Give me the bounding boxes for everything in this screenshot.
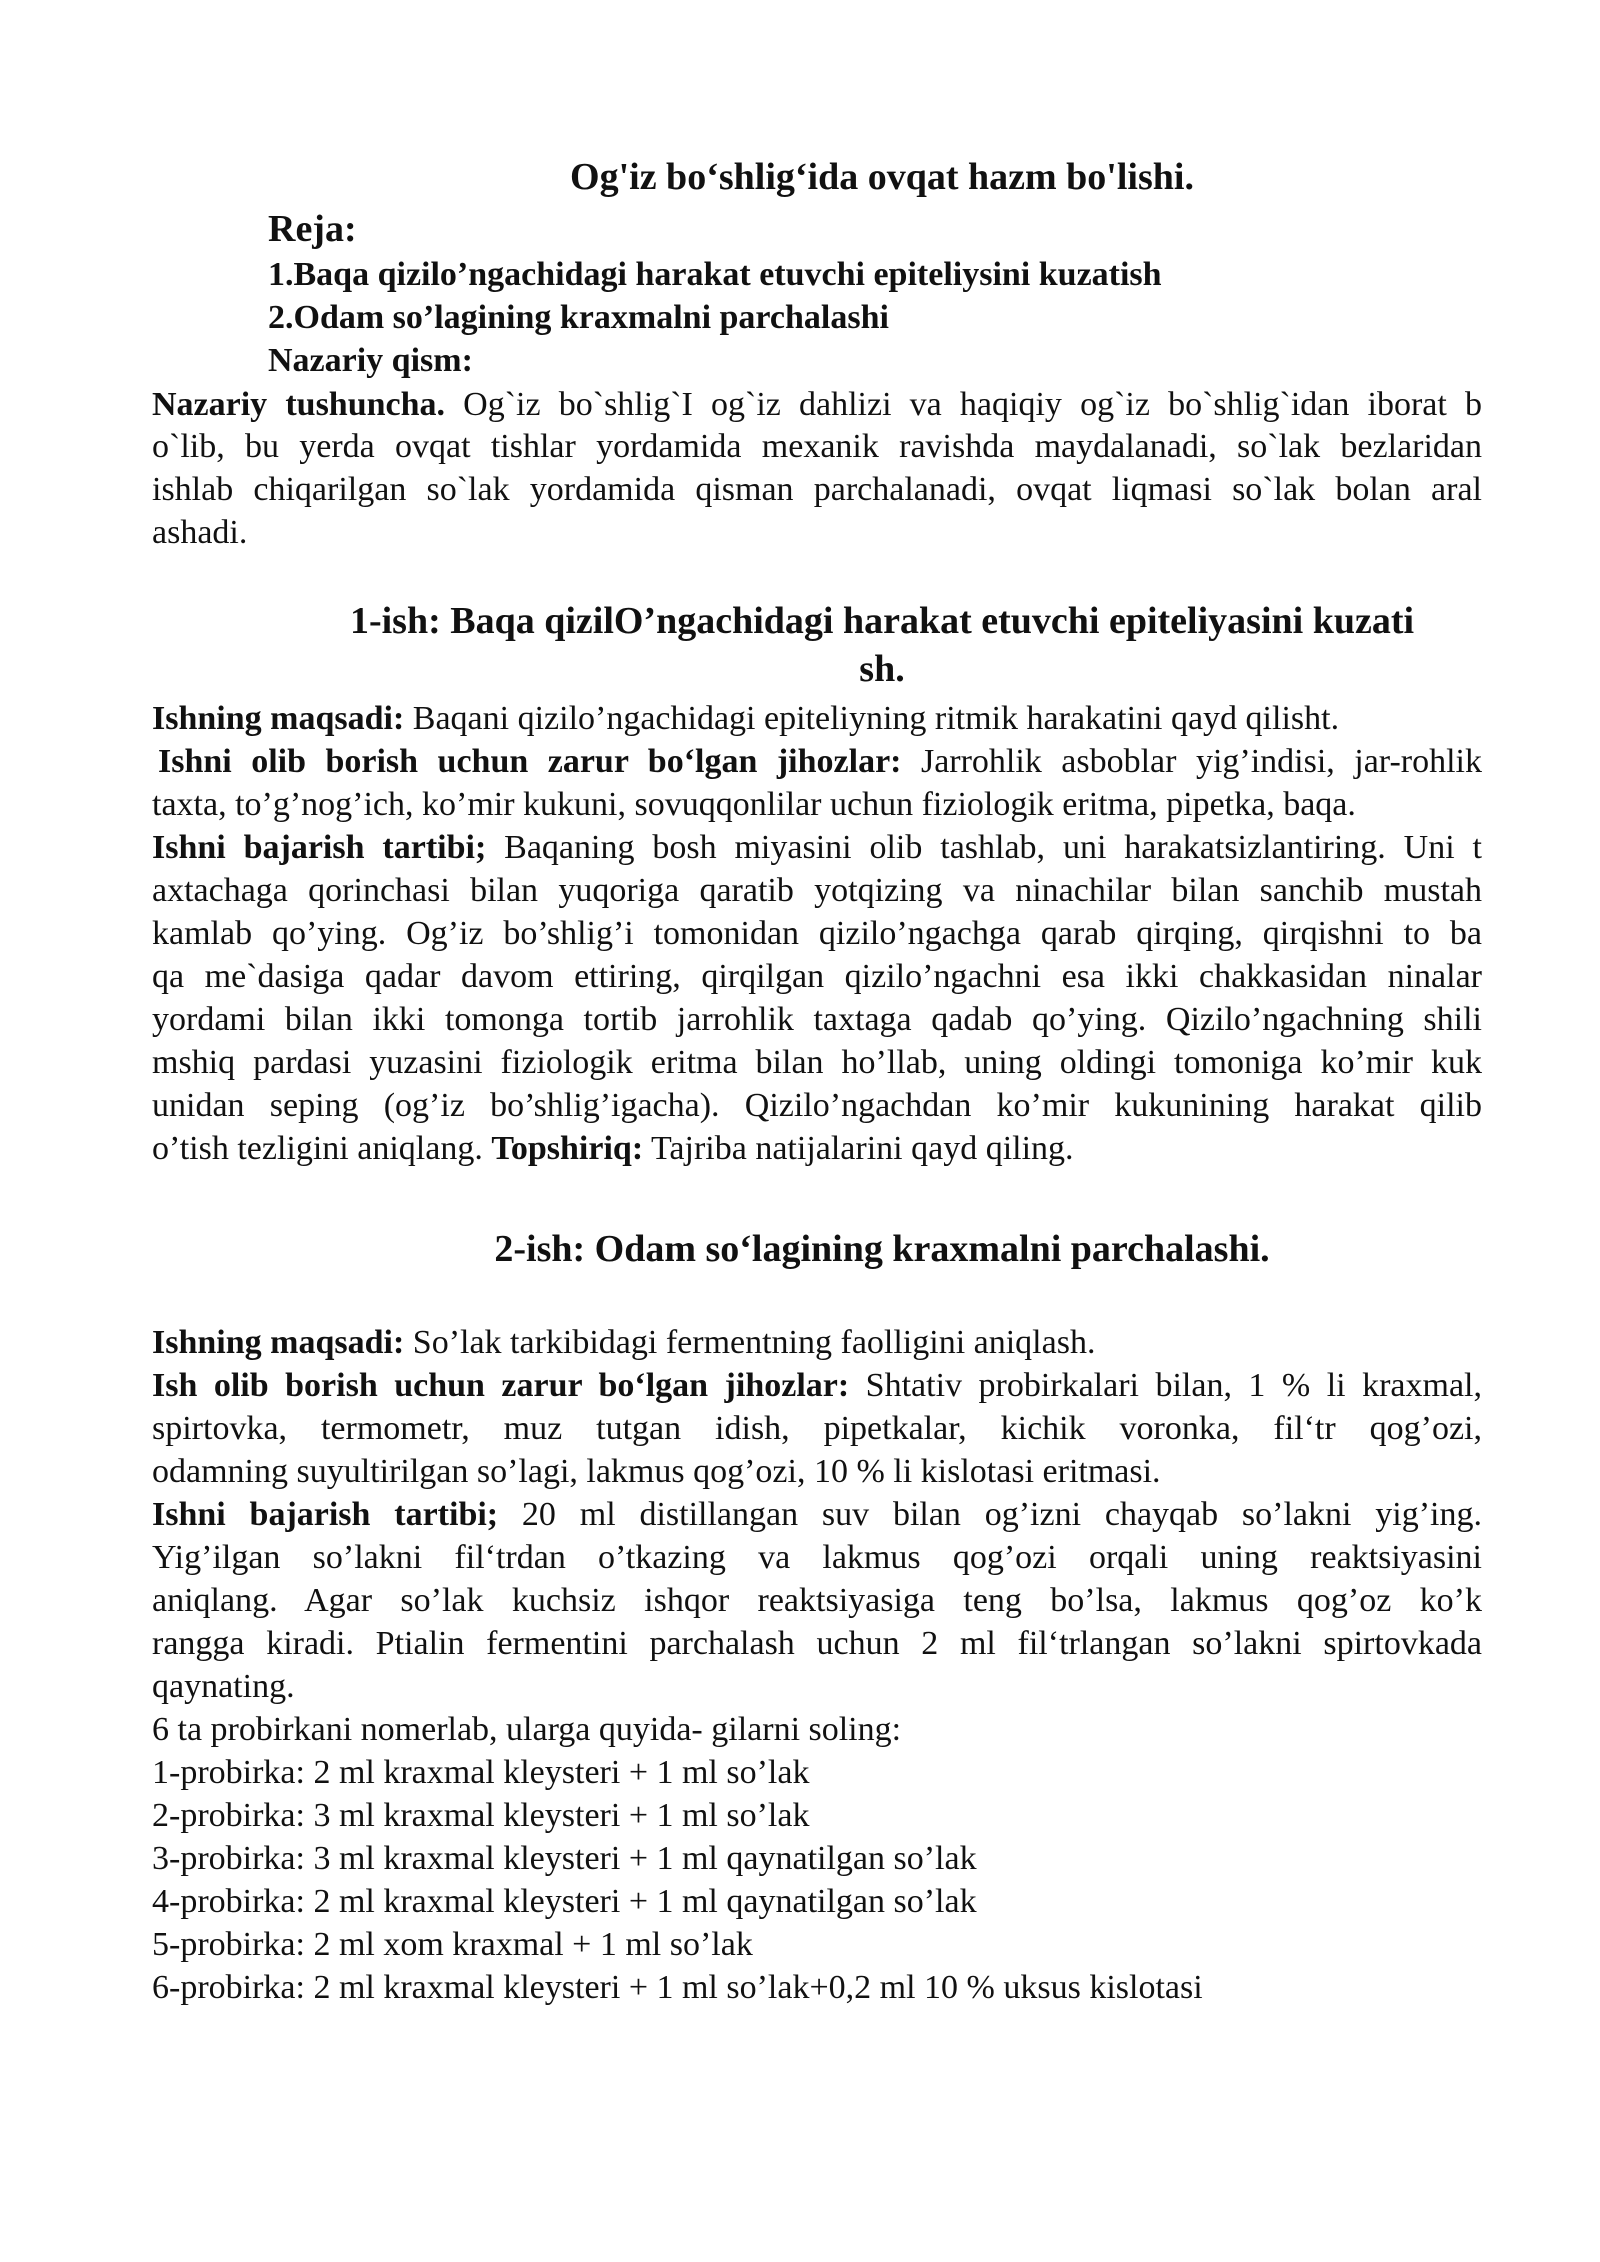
order-label: Ishni bajarish tartibi; bbox=[152, 829, 487, 866]
theory-line: o`lib, bu yerda ovqat tishlar yordamida mexanik ravishda maydalanadi, so`lak bezlaridan bbox=[152, 428, 1482, 465]
work1-order-line: qa me`dasiga qadar davom ettiring, qirqilgan qizilo’ngachni esa ikki chakkasidan ninalar bbox=[152, 958, 1482, 995]
work1-order-last: o’tish tezligini aniqlang. Topshiriq: Tajriba natijalarini qayd qiling. bbox=[152, 1130, 1074, 1167]
list-item: 1-probirka: 2 ml kraxmal kleysteri + 1 ml so’lak bbox=[152, 1754, 810, 1791]
equipment-label: Ish olib borish uchun zarur bo‘lgan jihozlar: bbox=[152, 1367, 850, 1404]
plan-item: 1.Baqa qizilo’ngachidagi harakat etuvchi epiteliysini kuzatish bbox=[268, 256, 1162, 293]
work1-order: Ishni bajarish tartibi; Baqaning bosh miyasini olib tashlab, uni harakatsizlantiring. Uni t bbox=[152, 829, 1483, 866]
work1-order-line: axtachaga qorinchasi bilan yuqoriga qaratib yotqizing va ninachilar bilan sanchib mustah bbox=[152, 872, 1482, 909]
work2-order-last: qaynating. bbox=[152, 1668, 295, 1705]
work1-order-line: unidan seping (og’iz bo’shlig’igacha). Qizilo’ngachdan ko’mir kukunining harakat qilib bbox=[152, 1087, 1482, 1124]
list-item: 5-probirka: 2 ml xom kraxmal + 1 ml so’lak bbox=[152, 1926, 753, 1963]
work1-order-line: kamlab qo’ying. Og’iz bo’shlig’i tomonidan qizilo’ngachga qarab qirqing, qirqishni to ba bbox=[152, 915, 1482, 952]
goal-label: Ishning maqsadi: bbox=[152, 1324, 405, 1361]
work2-equipment-cont: spirtovka, termometr, muz tutgan idish, pipetkalar, kichik voronka, fil‘tr qog’ozi, bbox=[152, 1410, 1482, 1447]
theory-line: Nazariy tushuncha. Og`iz bo`shlig`I og`iz dahlizi va haqiqiy og`iz bo`shlig`idan iborat b bbox=[152, 386, 1482, 423]
task-label: Topshiriq: bbox=[491, 1130, 644, 1167]
theory-line: ishlab chiqarilgan so`lak yordamida qisman parchalanadi, ovqat liqmasi so`lak bolan aral bbox=[152, 471, 1482, 508]
work1-heading: 1-ish: Baqa qizilO’ngachidagi harakat etuvchi epiteliyasini kuzati bbox=[349, 600, 1415, 642]
list-item: 4-probirka: 2 ml kraxmal kleysteri + 1 ml qaynatilgan so’lak bbox=[152, 1883, 977, 1920]
tubes-intro: 6 ta probirkani nomerlab, ularga quyida- gilarni soling: bbox=[152, 1711, 902, 1748]
theory-label: Nazariy tushuncha. bbox=[152, 386, 446, 423]
work2-order: Ishni bajarish tartibi; 20 ml distillangan suv bilan og’izni chayqab so’lakni yig’ing. bbox=[152, 1496, 1482, 1533]
list-item: 6-probirka: 2 ml kraxmal kleysteri + 1 ml so’lak+0,2 ml 10 % uksus kislotasi bbox=[152, 1969, 1203, 2006]
theory-heading: Nazariy qism: bbox=[268, 342, 473, 379]
order-label: Ishni bajarish tartibi; bbox=[152, 1496, 499, 1533]
plan-heading: Reja: bbox=[268, 208, 357, 250]
work1-equipment-cont: taxta, to’g’nog’ich, ko’mir kukuni, sovuqqonlilar uchun fiziologik eritma, pipetka, baqa. bbox=[152, 786, 1356, 823]
equipment-label: Ishni olib borish uchun zarur bo‘lgan jihozlar: bbox=[158, 743, 902, 780]
work2-goal: Ishning maqsadi: So’lak tarkibidagi fermentning faolligini aniqlash. bbox=[152, 1324, 1096, 1361]
work1-order-line: mshiq pardasi yuzasini fiziologik eritma bilan ho’llab, uning oldingi tomoniga ko’mir kuk bbox=[152, 1044, 1482, 1081]
work2-order-line: Yig’ilgan so’lakni fil‘trdan o’tkazing va lakmus qog’ozi orqali uning reaktsiyasini bbox=[152, 1539, 1482, 1576]
page-title: Og'iz bo‘shlig‘ida ovqat hazm bo'lishi. bbox=[570, 156, 1194, 198]
work1-goal: Ishning maqsadi: Baqani qizilo’ngachidagi epiteliyning ritmik harakatini qayd qilisht. bbox=[152, 700, 1340, 737]
work2-equipment-cont: odamning suyultirilgan so’lagi, lakmus qog’ozi, 10 % li kislotasi eritmasi. bbox=[152, 1453, 1161, 1490]
plan-item: 2.Odam so’lagining kraxmalni parchalashi bbox=[268, 299, 889, 336]
work1-heading-cont: sh. bbox=[859, 648, 905, 690]
work1-order-line: yordami bilan ikki tomonga tortib jarrohlik taxtaga qadab qo’ying. Qizilo’ngachning shili bbox=[152, 1001, 1482, 1038]
work2-order-line: rangga kiradi. Ptialin fermentini parchalash uchun 2 ml fil‘trlangan so’lakni spirtovkada bbox=[152, 1625, 1482, 1662]
theory-line: ashadi. bbox=[152, 514, 248, 551]
work2-order-line: aniqlang. Agar so’lak kuchsiz ishqor reaktsiyasiga teng bo’lsa, lakmus qog’oz ko’k bbox=[152, 1582, 1482, 1619]
list-item: 3-probirka: 3 ml kraxmal kleysteri + 1 ml qaynatilgan so’lak bbox=[152, 1840, 977, 1877]
list-item: 2-probirka: 3 ml kraxmal kleysteri + 1 ml so’lak bbox=[152, 1797, 810, 1834]
work1-equipment: Ishni olib borish uchun zarur bo‘lgan jihozlar: Jarrohlik asboblar yig’indisi, jar-rohlik bbox=[158, 743, 1482, 780]
work2-heading: 2-ish: Odam so‘lagining kraxmalni parchalashi. bbox=[494, 1228, 1270, 1270]
goal-label: Ishning maqsadi: bbox=[152, 700, 405, 737]
work2-equipment: Ish olib borish uchun zarur bo‘lgan jihozlar: Shtativ probirkalari bilan, 1 % li kraxmal, bbox=[152, 1367, 1482, 1404]
